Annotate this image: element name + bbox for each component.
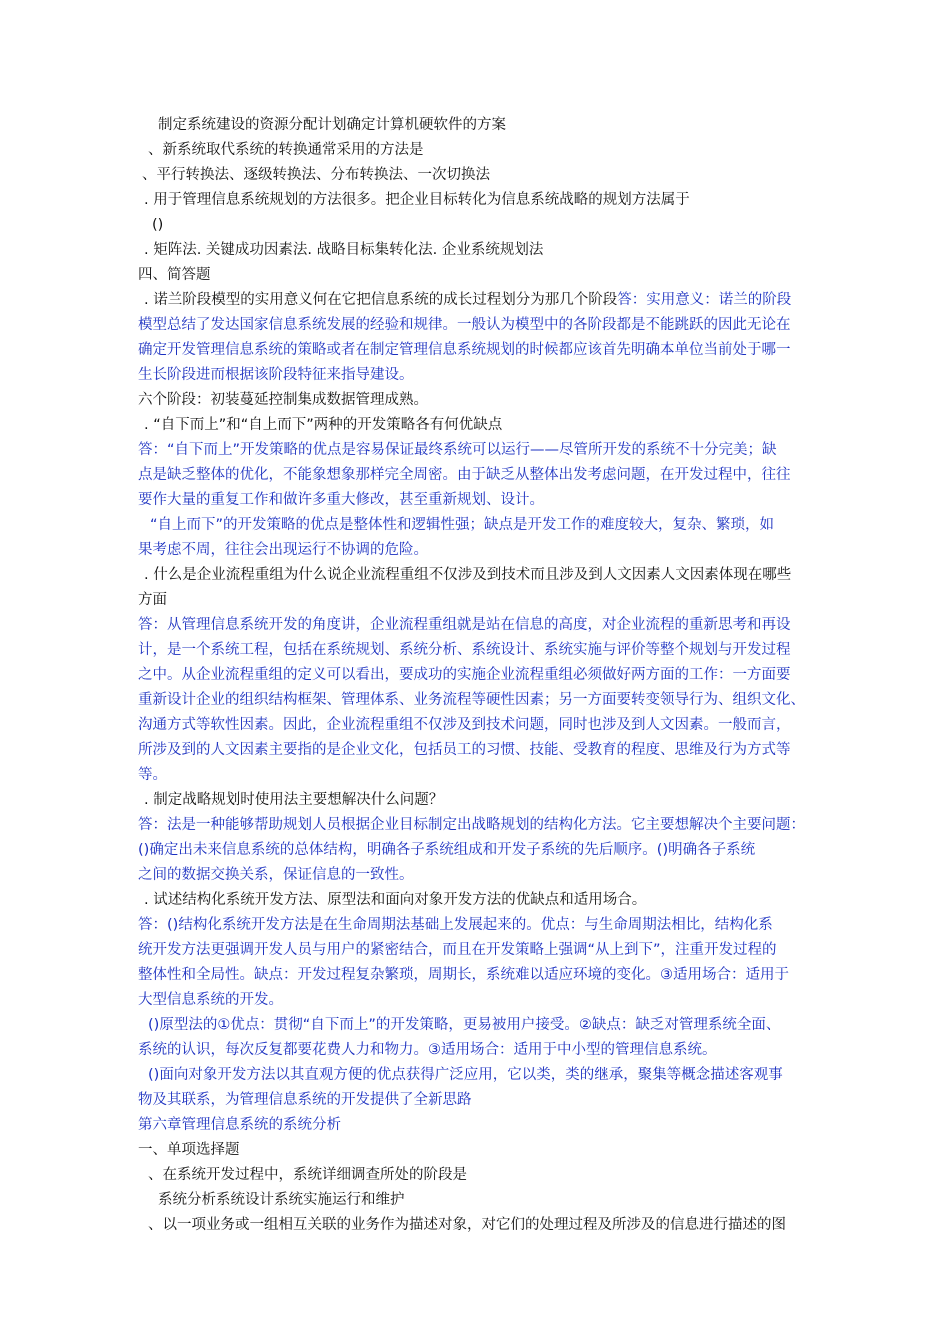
answer-line: 模型总结了发达国家信息系统发展的经验和规律。一般认为模型中的各阶段都是不能跳跃的因此无论在 [138, 317, 791, 333]
text-line: 六个阶段：初装蔓延控制集成数据管理成熟。 [138, 392, 428, 408]
answer-line: 所涉及到的人文因素主要指的是企业文化，包括员工的习惯、技能、受教育的程度、思维及行为方式等 [138, 742, 791, 758]
answer-line: 之间的数据交换关系，保证信息的一致性。 [138, 867, 414, 883]
answer-line: 沟通方式等软性因素。因此，企业流程重组不仅涉及到技术问题，同时也涉及到人文因素。一般而言， [138, 717, 791, 733]
answer-text: 答：实用意义：诺兰的阶段 [617, 292, 792, 308]
text-line: 、平行转换法、逐级转换法、分布转换法、一次切换法 [142, 167, 490, 183]
text-line: 、以一项业务或一组相互关联的业务作为描述对象，对它们的处理过程及所涉及的信息进行描述的图 [148, 1217, 786, 1233]
section-heading: 一、单项选择题 [138, 1142, 240, 1158]
question-text: . 诺兰阶段模型的实用意义何在它把信息系统的成长过程划分为那几个阶段 [144, 292, 618, 308]
answer-line: 重新设计企业的组织结构框架、管理体系、业务流程等硬性因素；另一方面要转变领导行为、组织文化、 [138, 692, 805, 708]
answer-line: 答：从管理信息系统开发的角度讲，企业流程重组就是站在信息的高度，对企业流程的重新思考和再设 [138, 617, 791, 633]
question-line: . “自下而上”和“自上而下”两种的开发策略各有何优缺点 [144, 417, 503, 433]
answer-line: 答：法是一种能够帮助规划人员根据企业目标制定出战略规划的结构化方法。它主要想解决个主要问题： [138, 817, 805, 833]
answer-line: 要作大量的重复工作和做许多重大修改，甚至重新规划、设计。 [138, 492, 544, 508]
text-line: . 矩阵法. 关键成功因素法. 战略目标集转化法. 企业系统规划法 [144, 242, 544, 258]
answer-line: 物及其联系，为管理信息系统的开发提供了全新思路 [138, 1092, 472, 1108]
section-heading: 四、简答题 [138, 267, 211, 283]
answer-line: 统开发方法更强调开发人员与用户的紧密结合，而且在开发策略上强调“从上到下”，注重开发过程的 [138, 942, 777, 958]
answer-line: 系统的认识，每次反复都要花费人力和物力。③适用场合：适用于中小型的管理信息系统。 [138, 1042, 717, 1058]
question-line: . 试述结构化系统开发方法、原型法和面向对象开发方法的优缺点和适用场合。 [144, 892, 647, 908]
text-line: 系统分析系统设计系统实施运行和维护 [158, 1192, 405, 1208]
text-line: . 用于管理信息系统规划的方法很多。把企业目标转化为信息系统战略的规划方法属于 [144, 192, 690, 208]
answer-line: “自上而下”的开发策略的优点是整体性和逻辑性强；缺点是开发工作的难度较大，复杂、繁琐，如 [150, 517, 775, 533]
question-line: . 制定战略规划时使用法主要想解决什么问题？ [144, 792, 444, 808]
text-line: 、新系统取代系统的转换通常采用的方法是 [148, 142, 424, 158]
answer-line: 计，是一个系统工程，包括在系统规划、系统分析、系统设计、系统实施与评价等整个规划与开发过程 [138, 642, 791, 658]
question-line [144, 288, 824, 313]
answer-line: 点是缺乏整体的优化，不能象想象那样完全周密。由于缺乏从整体出发考虑问题，在开发过程中，往往 [138, 467, 791, 483]
answer-line: 生长阶段进而根据该阶段特征来指导建设。 [138, 367, 414, 383]
answer-line: 答：()结构化系统开发方法是在生命周期法基础上发展起来的。优点：与生命周期法相比，结构化系 [138, 917, 773, 933]
answer-line: 果考虑不周，往往会出现运行不协调的危险。 [138, 542, 428, 558]
answer-line: 等。 [138, 767, 167, 783]
text-line: 、在系统开发过程中，系统详细调查所处的阶段是 [148, 1167, 467, 1183]
answer-line: 之中。从企业流程重组的定义可以看出，要成功的实施企业流程重组必须做好两方面的工作：一方面要 [138, 667, 791, 683]
text-line: () [152, 217, 164, 233]
answer-line: ()面向对象开发方法以其直观方便的优点获得广泛应用，它以类，类的继承，聚集等概念描述客观事 [148, 1067, 783, 1083]
text-line: 制定系统建设的资源分配计划确定计算机硬软件的方案 [158, 117, 506, 133]
answer-line: ()原型法的①优点：贯彻“自下而上”的开发策略，更易被用户接受。②缺点：缺乏对管理系统全面、 [148, 1017, 781, 1033]
answer-line: 答：“自下而上”开发策略的优点是容易保证最终系统可以运行——尽管所开发的系统不十分完美；缺 [138, 442, 777, 458]
answer-line: 大型信息系统的开发。 [138, 992, 283, 1008]
question-line: . 什么是企业流程重组为什么说企业流程重组不仅涉及到技术而且涉及到人文因素人文因素体现在哪些 [144, 567, 792, 583]
answer-line: 整体性和全局性。缺点：开发过程复杂繁琐，周期长，系统难以适应环境的变化。③适用场合：适用于 [138, 967, 789, 983]
question-line: 方面 [138, 592, 167, 608]
chapter-heading: 第六章管理信息系统的系统分析 [138, 1117, 341, 1133]
answer-line: 确定开发管理信息系统的策略或者在制定管理信息系统规划的时候都应该首先明确本单位当前处于哪一 [138, 342, 791, 358]
answer-line: ()确定出未来信息系统的总体结构，明确各子系统组成和开发子系统的先后顺序。()明确各子系统 [138, 842, 756, 858]
